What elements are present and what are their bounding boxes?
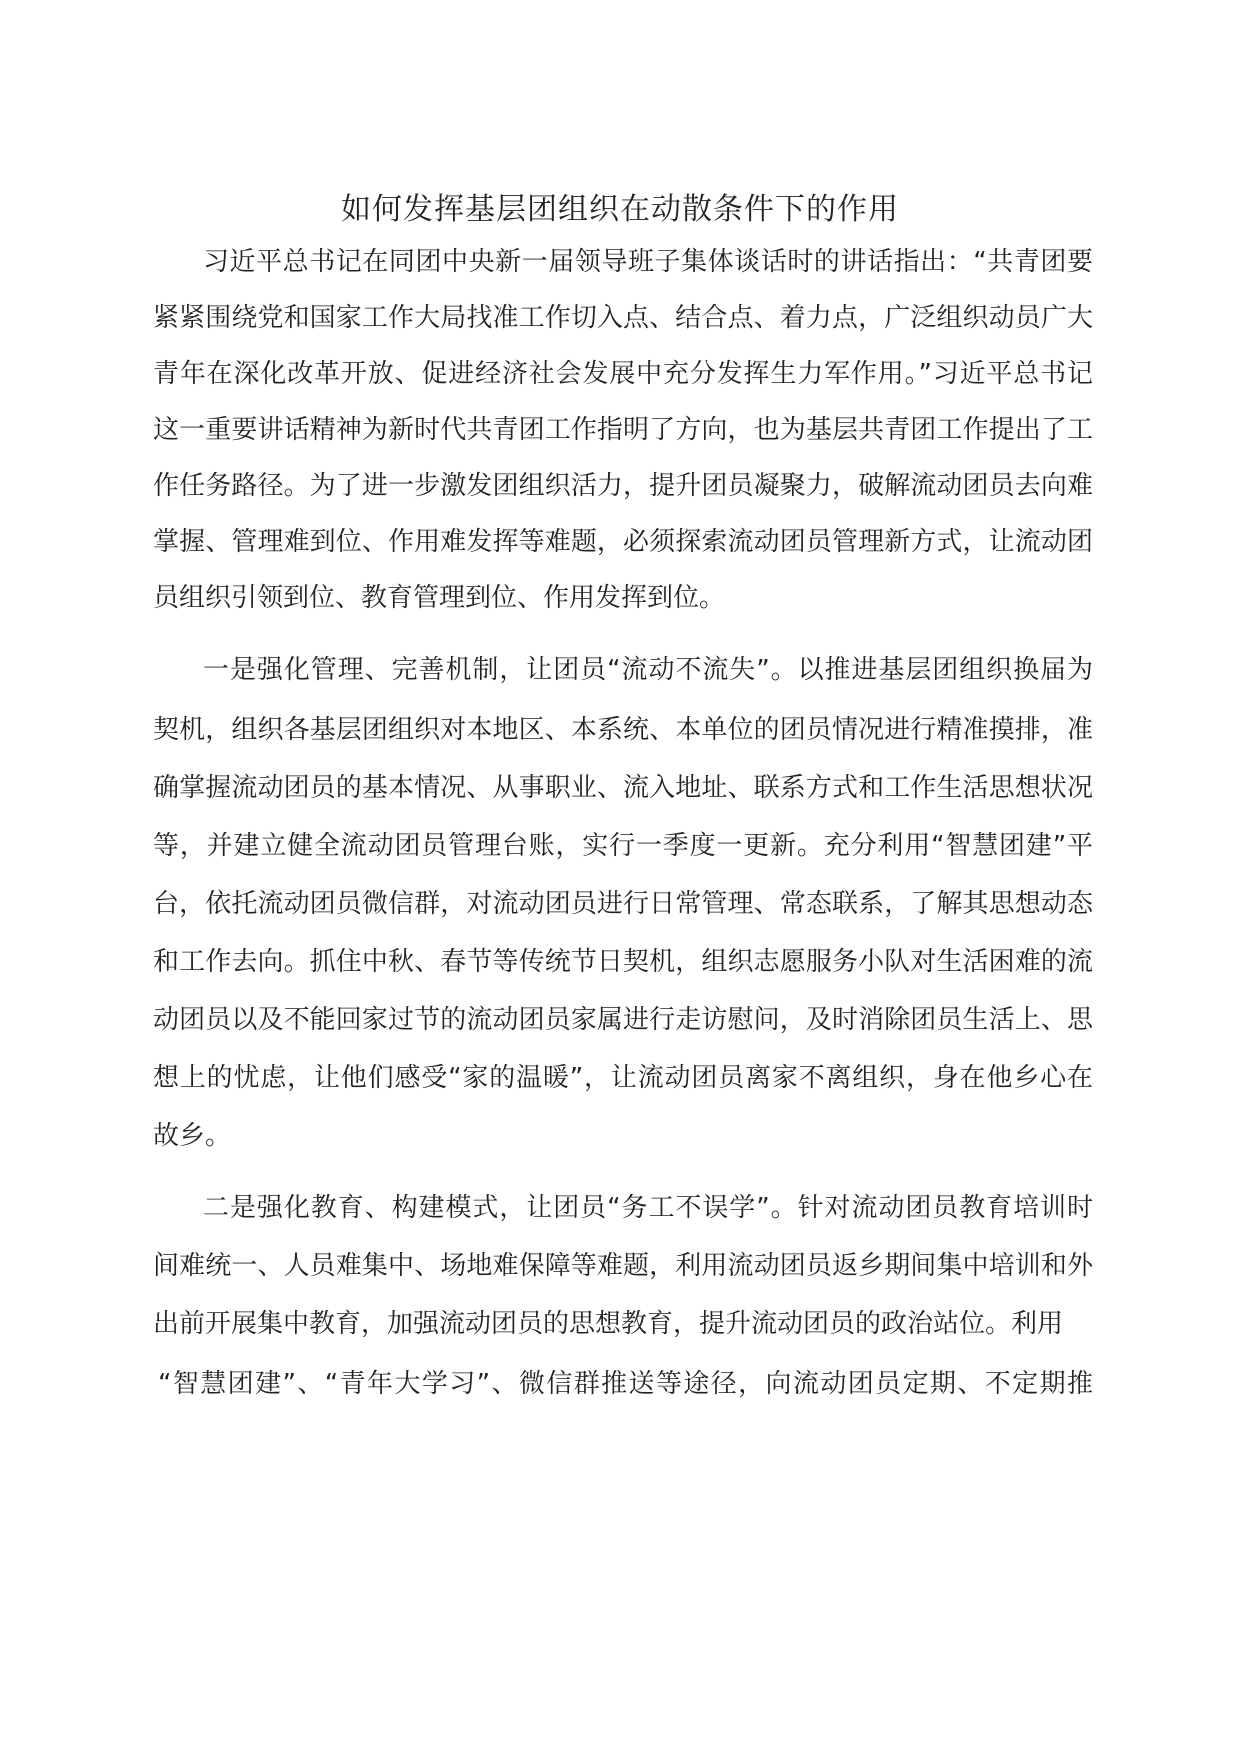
text-line: 青年在深化改革开放、促进经济社会发展中充分发挥生力军作用。”习近平总书记 — [153, 359, 1093, 389]
text-line: 台，依托流动团员微信群，对流动团员进行日常管理、常态联系，了解其思想动态 — [153, 889, 1093, 919]
text-line: 等，并建立健全流动团员管理台账，实行一季度一更新。充分利用“智慧团建”平 — [153, 831, 1093, 861]
text-line: “智慧团建”、“青年大学习”、微信群推送等途径，向流动团员定期、不定期推 — [158, 1369, 1093, 1399]
text-line: 二是强化教育、构建模式，让团员“务工不误学”。针对流动团员教育培训时 — [203, 1193, 1093, 1223]
text-line: 员组织引领到位、教育管理到位、作用发挥到位。 — [153, 583, 726, 613]
text-line: 紧紧围绕党和国家工作大局找准工作切入点、结合点、着力点，广泛组织动员广大 — [153, 303, 1093, 333]
text-line: 和工作去向。抓住中秋、春节等传统节日契机，组织志愿服务小队对生活困难的流 — [153, 947, 1093, 977]
text-line: 确掌握流动团员的基本情况、从事职业、流入地址、联系方式和工作生活思想状况 — [153, 773, 1093, 803]
text-line: 掌握、管理难到位、作用难发挥等难题，必须探索流动团员管理新方式，让流动团 — [153, 527, 1093, 557]
text-line: 作任务路径。为了进一步激发团组织活力，提升团员凝聚力，破解流动团员去向难 — [153, 471, 1093, 501]
text-line: 故乡。 — [153, 1121, 232, 1151]
text-line: 习近平总书记在同团中央新一届领导班子集体谈话时的讲话指出：“共青团要 — [203, 247, 1093, 277]
text-line: 一是强化管理、完善机制，让团员“流动不流失”。以推进基层团组织换届为 — [203, 655, 1093, 685]
text-line: 出前开展集中教育，加强流动团员的思想教育，提升流动团员的政治站位。利用 — [153, 1309, 1064, 1339]
text-line: 这一重要讲话精神为新时代共青团工作指明了方向，也为基层共青团工作提出了工 — [153, 415, 1093, 445]
text-line: 动团员以及不能回家过节的流动团员家属进行走访慰问，及时消除团员生活上、思 — [153, 1005, 1093, 1035]
text-line: 契机，组织各基层团组织对本地区、本系统、本单位的团员情况进行精准摸排，准 — [153, 715, 1093, 745]
text-line: 想上的忧虑，让他们感受“家的温暖”，让流动团员离家不离组织，身在他乡心在 — [153, 1063, 1093, 1093]
text-line: 间难统一、人员难集中、场地难保障等难题，利用流动团员返乡期间集中培训和外 — [153, 1251, 1093, 1281]
document-title: 如何发挥基层团组织在动散条件下的作用 — [341, 192, 899, 227]
